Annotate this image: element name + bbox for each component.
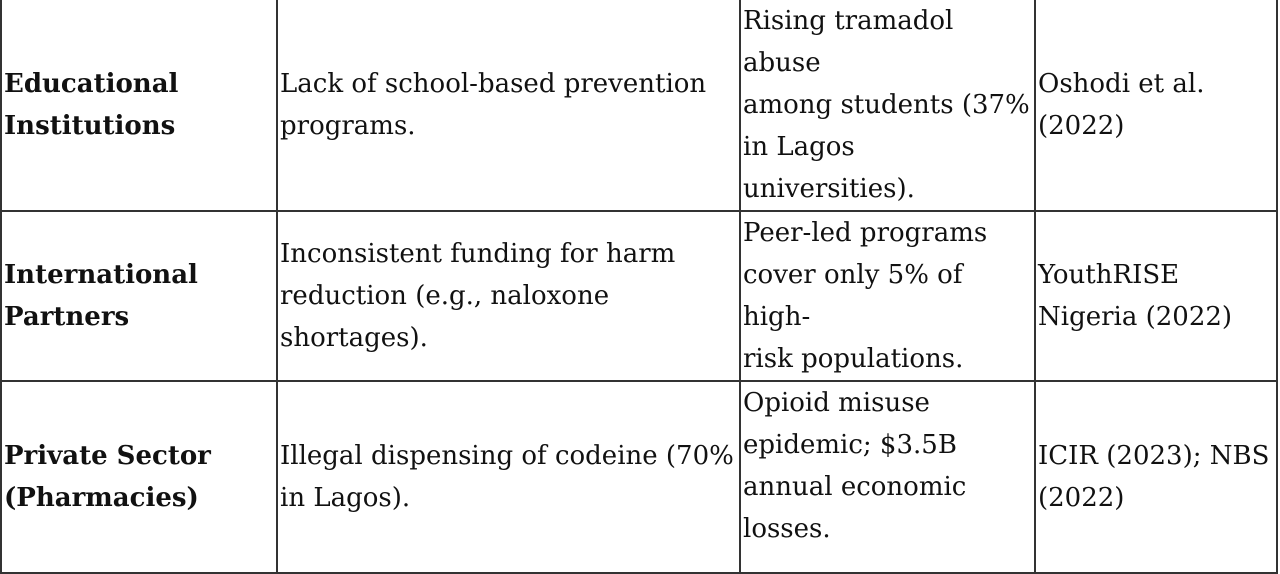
stakeholder-line: International xyxy=(4,260,198,290)
stakeholder-cell xyxy=(1,381,277,573)
stakeholder-line: (Pharmacies) xyxy=(4,483,199,513)
source-line: Oshodi et al. xyxy=(1038,69,1205,99)
stakeholder-line: Private Sector xyxy=(4,441,211,471)
stakeholder-line: Institutions xyxy=(4,111,176,141)
challenge-line: programs. xyxy=(280,111,416,141)
impact-line: Peer-led programs xyxy=(743,218,988,248)
stakeholder-line: Partners xyxy=(4,302,130,332)
source-line: Nigeria (2022) xyxy=(1038,302,1233,332)
impact-line: Rising tramadol abuse xyxy=(743,6,954,78)
challenge-cell xyxy=(277,0,740,211)
impact-line: risk populations. xyxy=(743,344,964,374)
impact-line: in Lagos universities). xyxy=(743,132,915,204)
challenge-line: in Lagos). xyxy=(280,483,411,513)
impact-line: among students (37% xyxy=(743,90,1030,120)
source-line: (2022) xyxy=(1038,483,1125,513)
impact-cell xyxy=(740,381,1035,573)
table-row xyxy=(1,211,1277,381)
source-line: ICIR (2023); NBS xyxy=(1038,441,1270,471)
impact-line: losses. xyxy=(743,514,831,544)
stakeholder-cell xyxy=(1,211,277,381)
stakeholder-line: Educational xyxy=(4,69,179,99)
impact-cell xyxy=(740,211,1035,381)
impact-line: cover only 5% of high- xyxy=(743,260,963,332)
source-line: YouthRISE xyxy=(1038,260,1180,290)
challenge-line: reduction (e.g., naloxone shortages). xyxy=(280,281,610,353)
challenge-line: Lack of school-based prevention xyxy=(280,69,707,99)
challenge-cell xyxy=(277,211,740,381)
challenge-line: Inconsistent funding for harm xyxy=(280,239,676,269)
impact-line: Opioid misuse xyxy=(743,388,930,418)
table-row xyxy=(1,381,1277,573)
impact-line: annual economic xyxy=(743,472,967,502)
source-cell xyxy=(1035,0,1277,211)
impact-line: epidemic; $3.5B xyxy=(743,430,957,460)
stakeholder-cell xyxy=(1,0,277,211)
source-cell xyxy=(1035,381,1277,573)
table-row xyxy=(1,0,1277,211)
challenge-cell xyxy=(277,381,740,573)
challenge-line: Illegal dispensing of codeine (70% xyxy=(280,441,734,471)
source-line: (2022) xyxy=(1038,111,1125,141)
impact-cell xyxy=(740,0,1035,211)
source-cell xyxy=(1035,211,1277,381)
